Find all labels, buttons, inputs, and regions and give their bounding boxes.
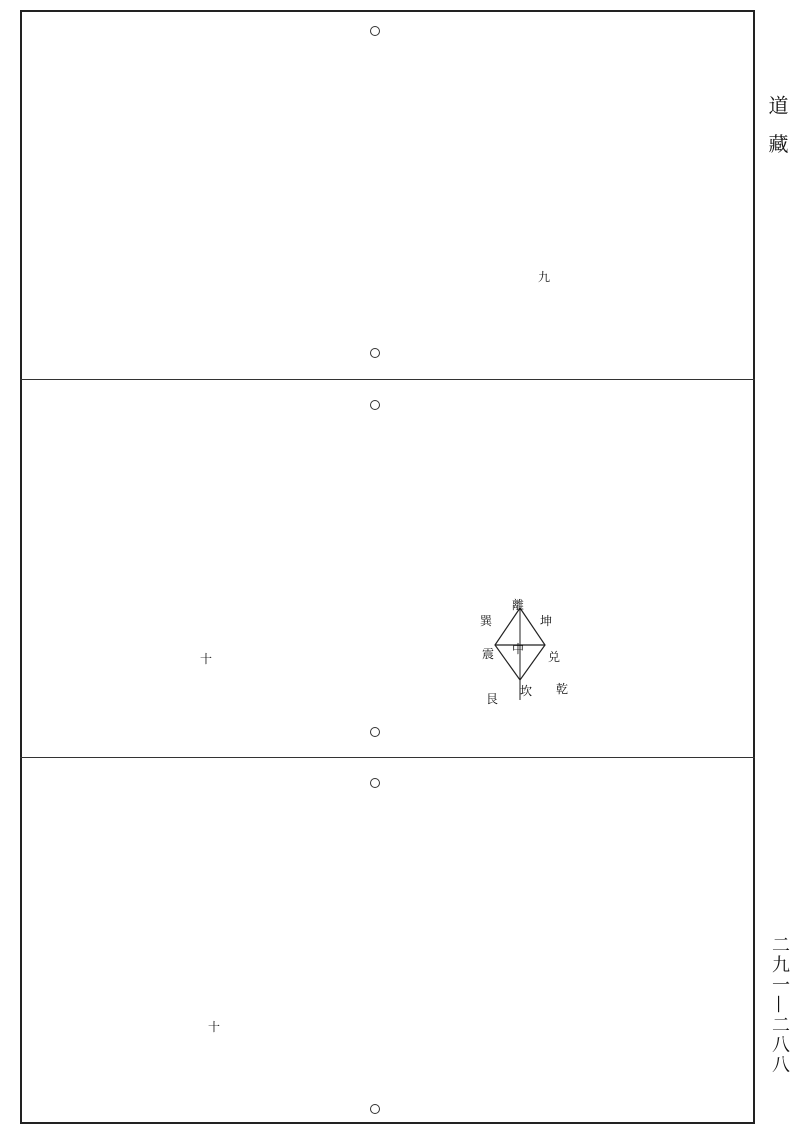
diagram-label: 乾	[556, 682, 569, 696]
binding-hole	[370, 400, 380, 410]
binding-hole	[370, 1104, 380, 1114]
page-frame	[20, 10, 755, 1124]
binding-hole	[370, 348, 380, 358]
diagram-label: 巽	[480, 614, 493, 628]
section-note: 十	[200, 652, 213, 666]
diagram-label: 艮	[486, 692, 499, 706]
section-divider-2	[20, 757, 755, 758]
diagram-label: 離	[512, 598, 525, 612]
section-note: 十	[208, 1020, 221, 1034]
diagram-label: 坎	[520, 684, 533, 698]
binding-hole	[370, 778, 380, 788]
page-number: 二九一—二八八	[769, 935, 790, 1075]
section-divider-1	[20, 379, 755, 380]
margin-top-label: 道 藏	[765, 95, 789, 160]
binding-hole	[370, 727, 380, 737]
diagram-label: 坤	[540, 614, 553, 628]
diagram-label: 震	[482, 647, 495, 661]
diagram-label: 兑	[548, 650, 561, 664]
section-note: 九	[538, 270, 551, 284]
diagram-label: 中	[512, 642, 525, 656]
binding-hole	[370, 26, 380, 36]
